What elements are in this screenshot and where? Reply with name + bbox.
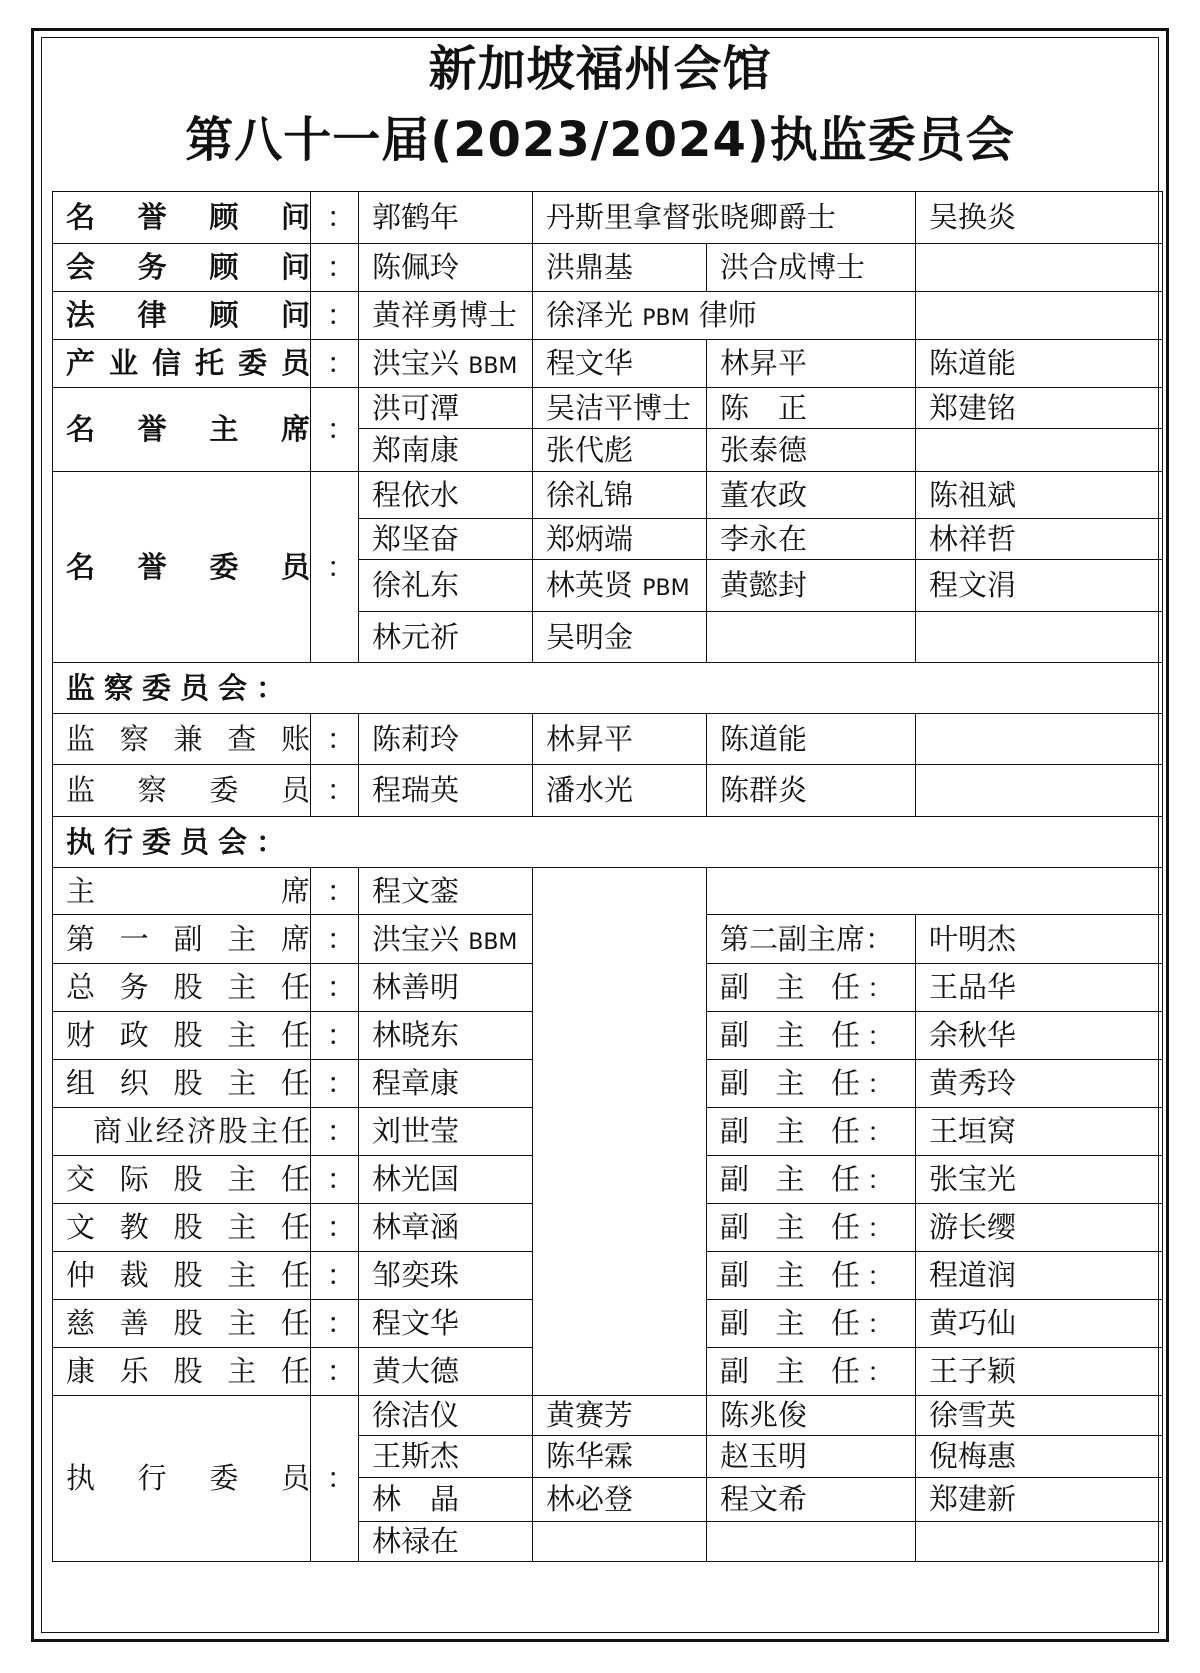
name-cell: 林 晶 (359, 1478, 533, 1522)
deputy-label: 副主任 (720, 1162, 860, 1196)
honorary-chairmen-row (53, 388, 1163, 429)
deputy-label-cell (707, 1300, 916, 1348)
colon: ： (311, 765, 359, 817)
name-cell: 丹斯里拿督张晓卿爵士 (533, 192, 916, 244)
name-cell: 黄懿封 (707, 560, 916, 612)
name-cell (359, 340, 533, 388)
name-cell: 林禄在 (359, 1522, 533, 1562)
colon: ： (866, 1358, 893, 1388)
name-cell: 郭鹤年 (359, 192, 533, 244)
colon: ： (866, 1262, 893, 1292)
deputy-label: 副主任 (720, 1258, 860, 1292)
name-cell: 郑南康 (359, 429, 533, 472)
empty-cell (916, 765, 1163, 817)
name-cell: 吴换炎 (916, 192, 1163, 244)
name-cell: 林善明 (359, 964, 533, 1012)
name-cell: 林昇平 (707, 340, 916, 388)
name-cell: 郑坚奋 (359, 519, 533, 560)
empty-cell (916, 1522, 1163, 1562)
name-cell: 吴明金 (533, 612, 707, 663)
name-cell: 王品华 (916, 964, 1163, 1012)
colon: ： (311, 868, 359, 915)
name-text: 林英贤 (546, 568, 634, 602)
postnominal-text: PBM (642, 576, 690, 601)
name-cell: 程依水 (359, 472, 533, 519)
deputy-label-cell (707, 1156, 916, 1204)
deputy-label: 副主任 (720, 1114, 860, 1148)
colon: ： (311, 1060, 359, 1108)
name-cell: 徐洁仪 (359, 1396, 533, 1436)
row-label: 名誉委员 (53, 472, 311, 663)
name-cell: 林元祈 (359, 612, 533, 663)
row-label: 名誉主席 (53, 388, 311, 472)
row-label: 仲裁股主任 (53, 1252, 311, 1300)
name-cell: 陈群炎 (707, 765, 916, 817)
name-cell: 张代彪 (533, 429, 707, 472)
colon: ： (311, 714, 359, 765)
name-cell: 洪可潭 (359, 388, 533, 429)
row-label: 会务顾问 (53, 244, 311, 292)
empty-cell (707, 612, 916, 663)
empty-cell (916, 612, 1163, 663)
document-subtitle: 第八十一届(2023/2024)执监委员会 (185, 112, 1015, 168)
colon: ： (311, 1300, 359, 1348)
name-cell: 程文涓 (916, 560, 1163, 612)
name-cell: 程瑞英 (359, 765, 533, 817)
colon: ： (311, 1156, 359, 1204)
executive-members-row (53, 1396, 1163, 1436)
deputy-label: 副主任 (720, 1354, 860, 1388)
section-heading: 监察委员会： (53, 663, 1163, 714)
row-label: 交际股主任 (53, 1156, 311, 1204)
name-text: 洪宝兴 (372, 921, 460, 956)
name-cell: 洪鼎基 (533, 244, 707, 292)
name-cell: 吴洁平博士 (533, 388, 707, 429)
name-cell: 程文希 (707, 1478, 916, 1522)
title-text: 律师 (698, 298, 757, 332)
row-label: 文教股主任 (53, 1204, 311, 1252)
name-cell (533, 560, 707, 612)
empty-cell (707, 868, 1163, 915)
colon: ： (866, 1166, 893, 1196)
name-cell: 陈 正 (707, 388, 916, 429)
legal-advisors-row (53, 292, 1163, 340)
deputy-label-cell (707, 964, 916, 1012)
deputy-label: 副主任 (720, 970, 860, 1004)
section-heading: 执行委员会： (53, 817, 1163, 868)
colon: ： (311, 1396, 359, 1562)
row-label: 财政股主任 (53, 1012, 311, 1060)
name-cell: 徐礼锦 (533, 472, 707, 519)
colon: ： (866, 1214, 893, 1244)
row-label: 康乐股主任 (53, 1348, 311, 1396)
colon: ： (311, 192, 359, 244)
name-cell: 陈佩玲 (359, 244, 533, 292)
name-cell: 陈华霖 (533, 1436, 707, 1478)
colon: ： (311, 244, 359, 292)
empty-cell (707, 1522, 916, 1562)
colon: ： (866, 1070, 893, 1100)
colon: ： (311, 1012, 359, 1060)
name-cell: 林章涵 (359, 1204, 533, 1252)
name-cell: 林必登 (533, 1478, 707, 1522)
name-cell: 林光国 (359, 1156, 533, 1204)
row-label: 总务股主任 (53, 964, 311, 1012)
name-cell: 程章康 (359, 1060, 533, 1108)
colon: ： (311, 915, 359, 964)
deputy-label-cell (707, 1060, 916, 1108)
name-cell: 游长缨 (916, 1204, 1163, 1252)
name-cell: 赵玉明 (707, 1436, 916, 1478)
name-cell: 张宝光 (916, 1156, 1163, 1204)
name-cell: 刘世莹 (359, 1108, 533, 1156)
row-label: 名誉顾问 (53, 192, 311, 244)
row-label: 第二副主席： (707, 915, 916, 964)
name-cell: 潘水光 (533, 765, 707, 817)
empty-cell (916, 244, 1163, 292)
deputy-label-cell (707, 1012, 916, 1060)
row-label: 商业经济股主任 (53, 1108, 311, 1156)
colon: ： (866, 1022, 893, 1052)
name-cell (916, 429, 1163, 472)
association-advisors-row (53, 244, 1163, 292)
name-cell: 余秋华 (916, 1012, 1163, 1060)
name-cell: 洪合成博士 (707, 244, 916, 292)
colon: ： (311, 964, 359, 1012)
name-cell: 王斯杰 (359, 1436, 533, 1478)
deputy-label: 副主任 (720, 1306, 860, 1340)
colon: ： (311, 472, 359, 663)
name-cell: 郑炳端 (533, 519, 707, 560)
name-cell: 林昇平 (533, 714, 707, 765)
supervisory-committee-heading-row (53, 663, 1163, 714)
name-cell: 郑建铭 (916, 388, 1163, 429)
colon: ： (866, 1118, 893, 1148)
deputy-label: 副主任 (720, 1210, 860, 1244)
row-label: 法律顾问 (53, 292, 311, 340)
deputy-label-cell (707, 1108, 916, 1156)
name-cell: 林晓东 (359, 1012, 533, 1060)
name-text: 徐泽光 (546, 298, 634, 332)
empty-cell (916, 292, 1163, 340)
name-cell: 黄秀玲 (916, 1060, 1163, 1108)
name-cell: 黄赛芳 (533, 1396, 707, 1436)
row-label: 产业信托委员 (53, 340, 311, 388)
colon: ： (311, 1108, 359, 1156)
name-cell: 黄巧仙 (916, 1300, 1163, 1348)
colon: ： (866, 1310, 893, 1340)
name-cell: 张泰德 (707, 429, 916, 472)
name-cell (533, 292, 916, 340)
colon: ： (311, 292, 359, 340)
property-trustees-row (53, 340, 1163, 388)
row-label: 第一副主席 (53, 915, 311, 964)
president-row (53, 868, 1163, 915)
row-label: 主席 (53, 868, 311, 915)
postnominal-text: PBM (642, 306, 690, 331)
name-cell: 陈祖斌 (916, 472, 1163, 519)
row-label: 监察委员 (53, 765, 311, 817)
name-cell: 程道润 (916, 1252, 1163, 1300)
deputy-label-cell (707, 1204, 916, 1252)
name-cell: 陈道能 (916, 340, 1163, 388)
name-cell: 董农政 (707, 472, 916, 519)
supervisory-row (53, 714, 1163, 765)
name-cell: 倪梅惠 (916, 1436, 1163, 1478)
name-cell: 王子颖 (916, 1348, 1163, 1396)
deputy-label: 副主任 (720, 1066, 860, 1100)
empty-merged-cell (533, 868, 707, 1396)
colon: ： (311, 340, 359, 388)
row-label: 执行委员 (53, 1396, 311, 1562)
name-cell: 郑建新 (916, 1478, 1163, 1522)
row-label: 监察兼查账 (53, 714, 311, 765)
deputy-label-cell (707, 1348, 916, 1396)
name-cell: 林祥哲 (916, 519, 1163, 560)
name-cell: 陈兆俊 (707, 1396, 916, 1436)
name-cell: 程文华 (359, 1300, 533, 1348)
name-cell: 徐雪英 (916, 1396, 1163, 1436)
name-cell: 程文銮 (359, 868, 533, 915)
name-cell: 叶明杰 (916, 915, 1163, 964)
honorary-advisors-row (53, 192, 1163, 244)
name-text: 洪宝兴 (372, 346, 460, 380)
row-label: 慈善股主任 (53, 1300, 311, 1348)
empty-cell (916, 714, 1163, 765)
colon: ： (866, 974, 893, 1004)
row-label: 组织股主任 (53, 1060, 311, 1108)
supervisory-row (53, 765, 1163, 817)
colon: ： (311, 1204, 359, 1252)
deputy-label-cell (707, 1252, 916, 1300)
name-cell: 陈道能 (707, 714, 916, 765)
honorary-members-row (53, 472, 1163, 519)
executive-committee-heading-row (53, 817, 1163, 868)
postnominal-text: BBM (468, 929, 518, 955)
empty-cell (533, 1522, 707, 1562)
name-cell (359, 915, 533, 964)
postnominal-text: BBM (468, 354, 518, 379)
committee-roster-table (52, 191, 1163, 1562)
name-cell: 邹奕珠 (359, 1252, 533, 1300)
colon: ： (311, 388, 359, 472)
deputy-label: 副主任 (720, 1018, 860, 1052)
name-cell: 黄大德 (359, 1348, 533, 1396)
name-cell: 王垣窝 (916, 1108, 1163, 1156)
name-cell: 徐礼东 (359, 560, 533, 612)
colon: ： (311, 1348, 359, 1396)
colon: ： (311, 1252, 359, 1300)
name-cell: 程文华 (533, 340, 707, 388)
name-cell: 陈莉玲 (359, 714, 533, 765)
name-cell: 李永在 (707, 519, 916, 560)
document-title: 新加坡福州会馆 (428, 41, 772, 97)
name-cell: 黄祥勇博士 (359, 292, 533, 340)
